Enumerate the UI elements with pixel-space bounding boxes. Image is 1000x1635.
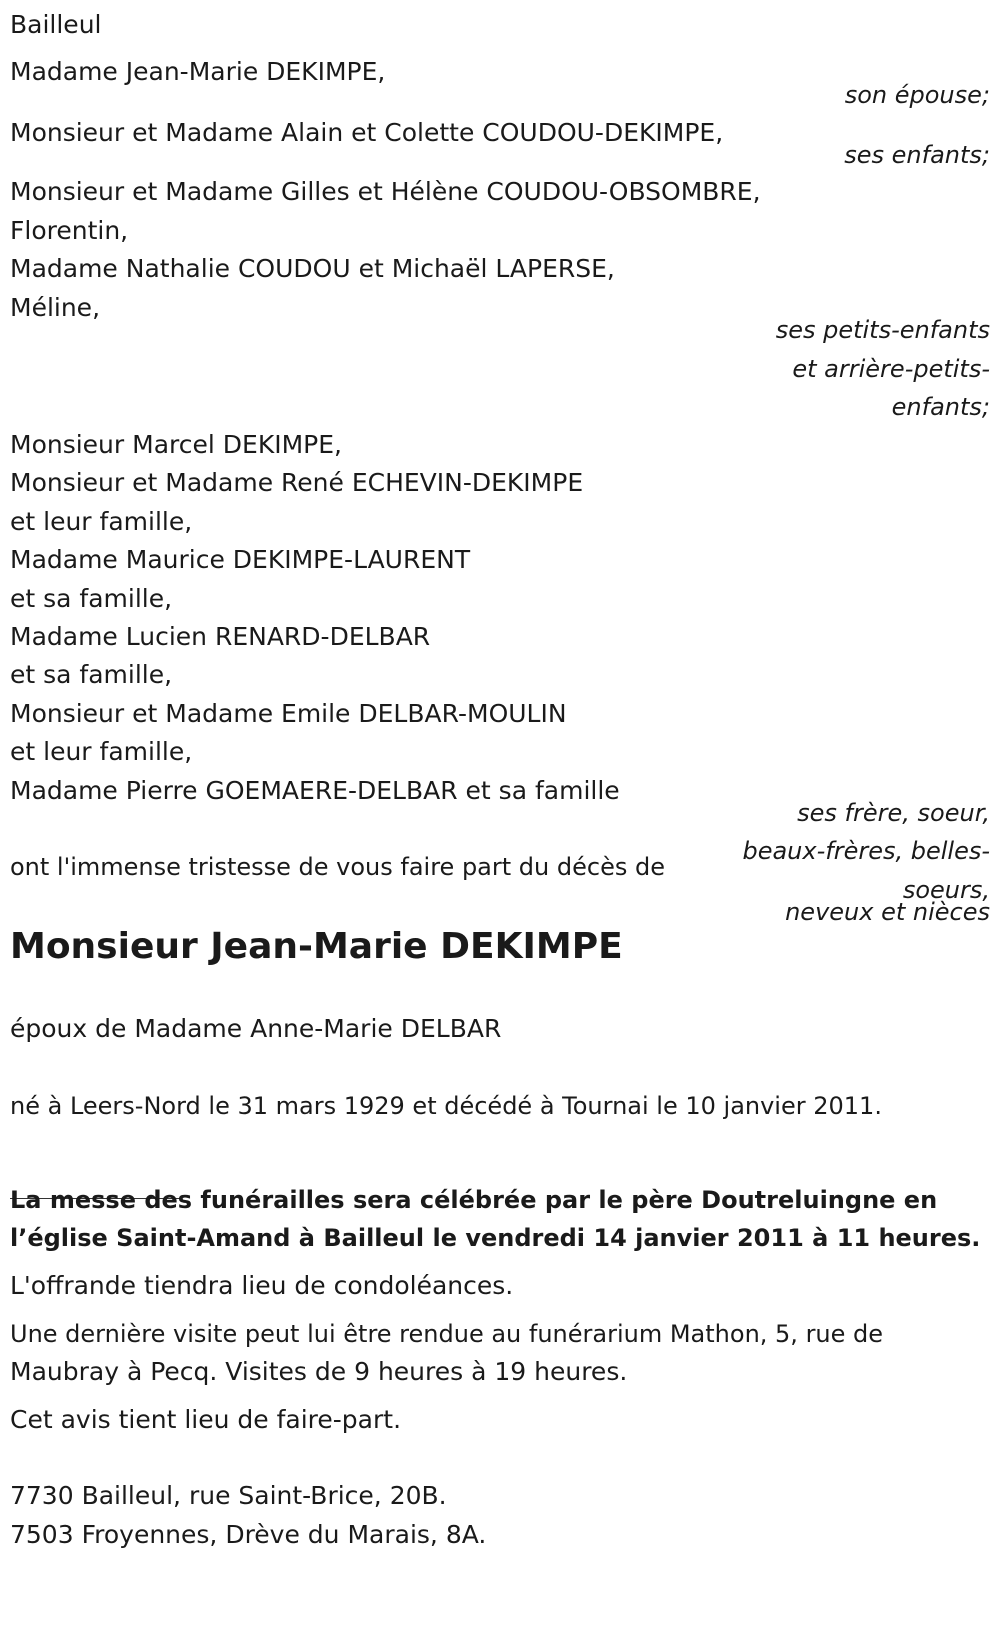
grandchildren-line: Méline, — [10, 293, 101, 322]
children-role: ses enfants; — [844, 141, 990, 169]
grandchildren-role: enfants; — [891, 393, 990, 421]
siblings-line: et leur famille, — [10, 737, 193, 766]
grandchildren-line: Madame Nathalie COUDOU et Michaël LAPERSE, — [10, 254, 615, 283]
offering: L'offrande tiendra lieu de condoléances. — [10, 1271, 514, 1300]
siblings-line: Madame Lucien RENARD-DELBAR — [10, 622, 431, 651]
visit-line: Maubray à Pecq. Visites de 9 heures à 19 heures. — [10, 1357, 628, 1386]
birth-death: né à Leers-Nord le 31 mars 1929 et décédé à Tournai le 10 janvier 2011. — [10, 1092, 882, 1120]
grandchildren-line: Monsieur et Madame Gilles et Hélène COUDOU-OBSOMBRE, — [10, 177, 761, 206]
siblings-line: et sa famille, — [10, 660, 173, 689]
siblings-line: et sa famille, — [10, 584, 173, 613]
funeral-line: l’église Saint-Amand à Bailleul le vendredi 14 janvier 2011 à 11 heures. — [10, 1224, 981, 1252]
announcement: ont l'immense tristesse de vous faire part du décès de — [10, 853, 665, 881]
funeral-line: La messe des funérailles sera célébrée par le père Doutreluingne en — [10, 1186, 938, 1214]
notice: Cet avis tient lieu de faire-part. — [10, 1405, 402, 1434]
siblings-role: beaux-frères, belles- — [742, 837, 990, 865]
town: Bailleul — [10, 10, 102, 39]
siblings-role: neveux et nièces — [785, 898, 990, 926]
spouse-of: époux de Madame Anne-Marie DELBAR — [10, 1014, 502, 1043]
siblings-line: Madame Maurice DEKIMPE-LAURENT — [10, 545, 471, 574]
address: 7503 Froyennes, Drève du Marais, 8A. — [10, 1520, 487, 1549]
spouse-role: son épouse; — [844, 81, 990, 109]
visit-line: Une dernière visite peut lui être rendue au funérarium Mathon, 5, rue de — [10, 1320, 884, 1348]
address: 7730 Bailleul, rue Saint-Brice, 20B. — [10, 1481, 447, 1510]
spouse-name: Madame Jean-Marie DEKIMPE, — [10, 57, 386, 86]
siblings-line: Monsieur et Madame René ECHEVIN-DEKIMPE — [10, 468, 584, 497]
siblings-role: soeurs, — [902, 876, 990, 904]
siblings-line: et leur famille, — [10, 507, 193, 536]
grandchildren-role: et arrière-petits- — [792, 355, 990, 383]
grandchildren-line: Florentin, — [10, 216, 129, 245]
deceased-name: Monsieur Jean-Marie DEKIMPE — [10, 926, 623, 967]
siblings-role: ses frère, soeur, — [797, 799, 990, 827]
siblings-line: Monsieur et Madame Emile DELBAR-MOULIN — [10, 699, 567, 728]
children-name: Monsieur et Madame Alain et Colette COUDOU-DEKIMPE, — [10, 118, 724, 147]
siblings-line: Madame Pierre GOEMAERE-DELBAR et sa famille — [10, 776, 620, 805]
siblings-line: Monsieur Marcel DEKIMPE, — [10, 430, 342, 459]
grandchildren-role: ses petits-enfants — [775, 316, 990, 344]
